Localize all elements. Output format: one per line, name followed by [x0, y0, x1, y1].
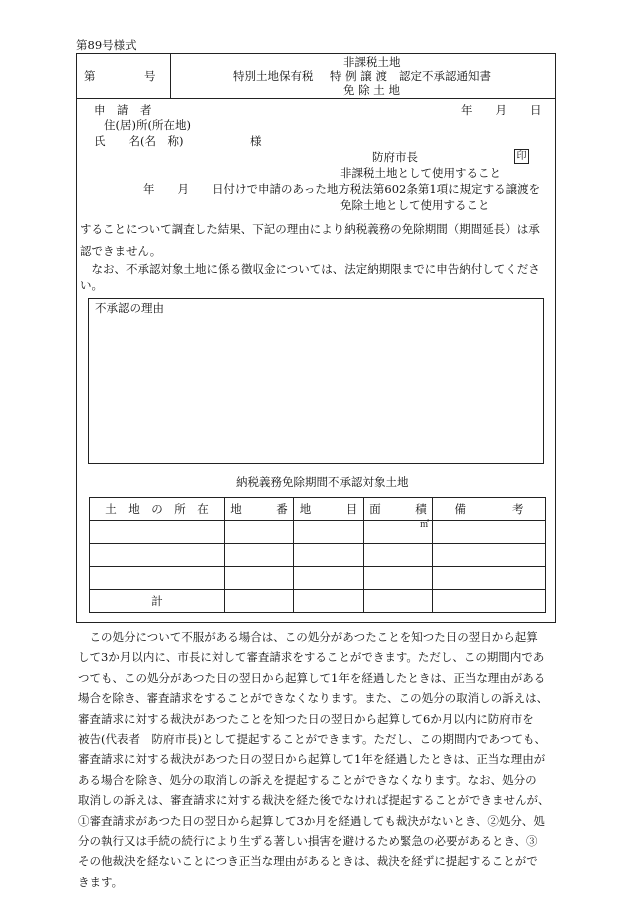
lot-number-cell[interactable] [225, 544, 294, 567]
land-table-caption: 納税義務免除期間不承認対象土地 [236, 475, 409, 489]
col-land-category-header: 地 目 [294, 498, 364, 521]
title-option-3: 免 除 土 地 [343, 83, 400, 97]
lot-number-cell[interactable] [225, 590, 294, 613]
frame-left [76, 99, 77, 622]
title-option-2: 特 例 譲 渡 [330, 69, 387, 83]
area-cell[interactable] [364, 590, 433, 613]
issuer-title: 防府市長 [372, 150, 418, 164]
total-label: 計 [90, 590, 225, 613]
notice-option-2: 免除土地として使用すること [340, 198, 490, 212]
land-category-cell[interactable] [294, 590, 364, 613]
remarks-cell[interactable] [433, 590, 546, 613]
table-row [90, 567, 546, 590]
reason-box [88, 298, 544, 464]
land-table-header-row [90, 498, 546, 521]
appeal-line: 審査請求に対する裁決があつた日の翌日から起算して1年を経過したときは、正当な理由が [78, 752, 546, 767]
notice-body-4: い。 [80, 278, 103, 292]
appeal-line: 被告(代表者 防府市長)として提起することができます。ただし、この期間内であつても、 [78, 732, 547, 747]
land-table [89, 497, 546, 613]
total-row [90, 590, 546, 613]
applicant-label: 申 請 者 [94, 103, 152, 117]
appeal-notice [78, 627, 558, 892]
seal-mark: 印 [514, 149, 529, 164]
area-cell[interactable] [364, 567, 433, 590]
appeal-line: ある場合を除き、処分の取消しの訴えを提起することができなくなります。なお、処分の [78, 772, 537, 787]
land-category-cell[interactable] [294, 521, 364, 544]
appeal-line: つても、この処分があつた日の翌日から起算して1年を経過したときは、正当な理由がある [78, 670, 546, 685]
honorific: 様 [250, 134, 262, 148]
col-location-header: 土 地 の 所 在 [90, 498, 225, 521]
appeal-line: して3か月以内に、市長に対して審査請求をすることができます。ただし、この期間内であ [78, 650, 545, 665]
appeal-line: 場合を除き、審査請求をすることができなくなります。また、この処分の取消しの訴えは、 [78, 691, 549, 706]
area-unit: ㎡ [419, 520, 429, 530]
notice-option-1: 非課税土地として使用すること [340, 166, 501, 180]
col-area-header: 面 積 [364, 498, 433, 521]
frame-bottom [76, 622, 556, 623]
lot-number-cell[interactable] [225, 521, 294, 544]
table-row [90, 544, 546, 567]
lot-number-cell[interactable] [225, 567, 294, 590]
form-number: 第89号様式 [76, 38, 137, 52]
notice-main-line: 年 月 日付けで申請のあった地方税法第602条第1項に規定する譲渡を [143, 182, 541, 196]
title-prefix: 特別土地保有税 [233, 69, 314, 83]
reason-label: 不承認の理由 [95, 301, 164, 315]
remarks-cell[interactable] [433, 521, 546, 544]
header-divider [170, 53, 171, 99]
title-option-1: 非課税土地 [343, 55, 401, 69]
title-suffix: 認定不承認通知書 [399, 69, 491, 83]
notice-body-3: なお、不承認対象土地に係る徴収金については、法定納期限までに申告納付してくださ [80, 262, 540, 276]
name-label: 氏 名(名 称) [94, 134, 184, 148]
notice-body-1: することについて調査した結果、下記の理由により納税義務の免除期間（期間延長）は承 [80, 222, 540, 236]
table-row [90, 521, 546, 544]
appeal-line: ①審査請求があつた日の翌日から起算して3か月を経過しても裁決がないとき、②処分、処 [78, 813, 545, 828]
land-category-cell[interactable] [294, 544, 364, 567]
col-remarks-header: 備 考 [433, 498, 546, 521]
remarks-cell[interactable] [433, 567, 546, 590]
area-cell[interactable] [364, 544, 433, 567]
appeal-line: きます。 [78, 874, 124, 889]
notice-body-2: 認できません。 [80, 244, 162, 258]
appeal-line: 審査請求に対する裁決があつたことを知つた日の翌日から起算して6か月以内に防府市を [78, 711, 534, 726]
number-label: 第 号 [84, 69, 156, 83]
location-cell[interactable] [90, 567, 225, 590]
appeal-line: 分の執行又は手続の続行により生ずる著しい損害を避けるため緊急の必要があるとき、③ [78, 834, 538, 849]
col-lot-number-header: 地 番 [225, 498, 294, 521]
notice-date: 年 月 日 [461, 103, 542, 117]
land-category-cell[interactable] [294, 567, 364, 590]
area-cell[interactable] [364, 521, 433, 544]
frame-right [555, 99, 556, 622]
remarks-cell[interactable] [433, 544, 546, 567]
location-cell[interactable] [90, 521, 225, 544]
appeal-line: 取消しの訴えは、審査請求に対する裁決を経た後でなければ提起することができませんが、 [78, 793, 550, 808]
appeal-line: その他裁決を経ないことにつき正当な理由があるときは、裁決を経ずに提起することがで [78, 854, 538, 869]
location-cell[interactable] [90, 544, 225, 567]
address-label: 住(居)所(所在地) [104, 118, 191, 132]
appeal-line: この処分について不服がある場合は、この処分があつたことを知つた日の翌日から起算 [78, 630, 538, 644]
